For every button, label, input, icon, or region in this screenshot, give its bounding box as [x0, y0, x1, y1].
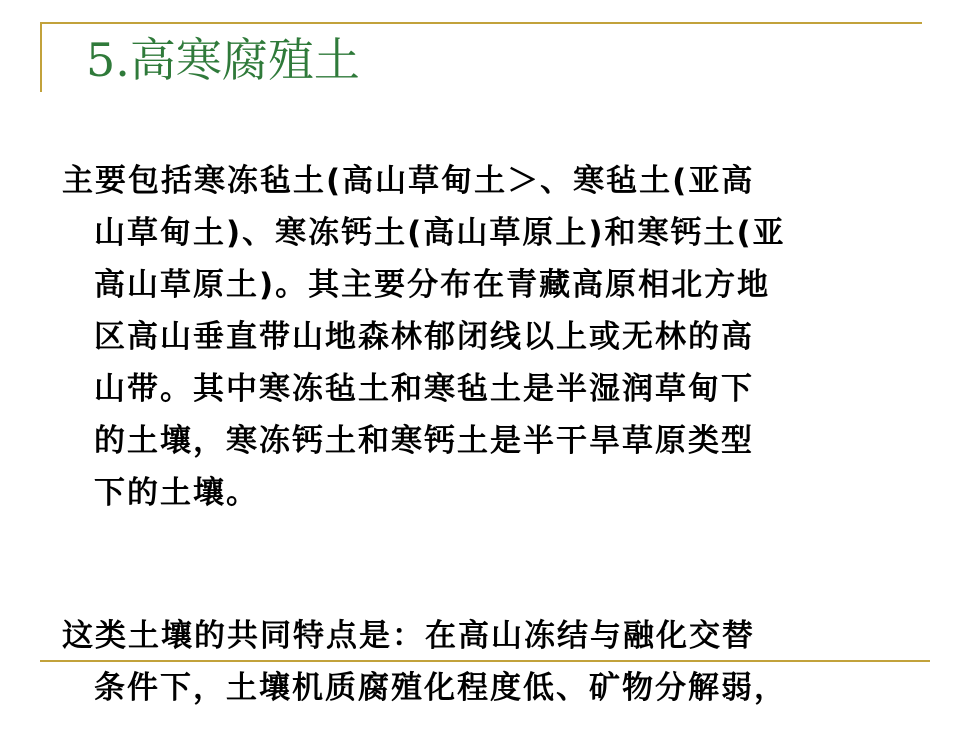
- bullet-2-line-2: 条件下，土壤机质腐殖化程度低、矿物分解弱，: [94, 670, 787, 706]
- footer-divider-rule: [40, 660, 930, 662]
- slide-title: 5.高寒腐殖土: [86, 33, 360, 87]
- bullet-paragraph-2: [62, 610, 924, 714]
- bullet-1-line-1: 主要包括寒冻毡土(高山草甸土＞、寒毡土(亚高: [62, 163, 755, 199]
- bullet-1-line-2: 山草甸土)、寒冻钙土(高山草原上)和寒钙土(亚: [94, 215, 786, 251]
- title-top-rule: [40, 22, 922, 24]
- bullet-paragraph-1: [62, 155, 924, 519]
- bullet-1-line-7: 下的土壤。: [94, 475, 259, 511]
- bullet-1-line-5: 山带。其中寒冻毡土和寒毡土是半湿润草甸下: [94, 371, 754, 407]
- bullet-1-line-4: 区高山垂直带山地森林郁闭线以上或无林的高: [94, 319, 754, 355]
- bullet-1-line-6: 的土壤，寒冻钙土和寒钙土是半干旱草原类型: [94, 423, 754, 459]
- title-left-rule: [40, 22, 42, 92]
- bullet-2-line-1: 这类土壤的共同特点是：在高山冻结与融化交替: [62, 618, 755, 654]
- bullet-1-line-3: 高山草原土)。其主要分布在青藏高原相北方地: [94, 267, 771, 303]
